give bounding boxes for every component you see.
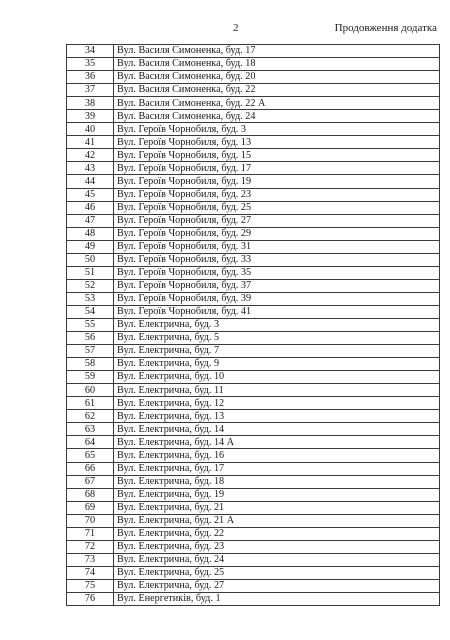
row-number: 52: [67, 279, 114, 292]
row-address: Вул. Електрична, буд. 27: [114, 579, 440, 592]
row-address: Вул. Василя Симоненка, буд. 22: [114, 84, 440, 97]
table-row: [67, 279, 440, 292]
row-number: 71: [67, 527, 114, 540]
row-number: 55: [67, 318, 114, 331]
row-number: 54: [67, 305, 114, 318]
table-row: [67, 58, 440, 71]
row-address: Вул. Василя Симоненка, буд. 22 А: [114, 97, 440, 110]
table-row: [67, 214, 440, 227]
row-address: Вул. Електрична, буд. 14 А: [114, 436, 440, 449]
row-number: 63: [67, 423, 114, 436]
row-number: 60: [67, 384, 114, 397]
table-row: [67, 305, 440, 318]
table-row: [67, 345, 440, 358]
table-row: [67, 566, 440, 579]
row-address: Вул. Електрична, буд. 19: [114, 488, 440, 501]
row-address: Вул. Електрична, буд. 18: [114, 475, 440, 488]
row-address: Вул. Героїв Чорнобиля, буд. 37: [114, 279, 440, 292]
table-row: [67, 579, 440, 592]
table-row: [67, 501, 440, 514]
table-row: [67, 201, 440, 214]
row-number: 58: [67, 358, 114, 371]
row-address: Вул. Електрична, буд. 17: [114, 462, 440, 475]
row-address: Вул. Василя Симоненка, буд. 17: [114, 45, 440, 58]
row-number: 72: [67, 540, 114, 553]
row-address: Вул. Героїв Чорнобиля, буд. 39: [114, 292, 440, 305]
row-address: Вул. Героїв Чорнобиля, буд. 17: [114, 162, 440, 175]
row-number: 56: [67, 332, 114, 345]
table-row: [67, 71, 440, 84]
row-address: Вул. Героїв Чорнобиля, буд. 3: [114, 123, 440, 136]
table-row: [67, 318, 440, 331]
row-number: 47: [67, 214, 114, 227]
row-number: 67: [67, 475, 114, 488]
table-row: [67, 84, 440, 97]
table-row: [67, 240, 440, 253]
row-address: Вул. Електрична, буд. 13: [114, 410, 440, 423]
row-number: 74: [67, 566, 114, 579]
row-number: 37: [67, 84, 114, 97]
row-address: Вул. Електрична, буд. 24: [114, 553, 440, 566]
row-address: Вул. Електрична, буд. 12: [114, 397, 440, 410]
table-row: [67, 514, 440, 527]
row-number: 73: [67, 553, 114, 566]
row-address: Вул. Героїв Чорнобиля, буд. 25: [114, 201, 440, 214]
table-row: [67, 410, 440, 423]
row-address: Вул. Героїв Чорнобиля, буд. 19: [114, 175, 440, 188]
row-number: 34: [67, 45, 114, 58]
table-row: [67, 266, 440, 279]
row-number: 59: [67, 371, 114, 384]
row-number: 42: [67, 149, 114, 162]
row-address: Вул. Електрична, буд. 3: [114, 318, 440, 331]
table-row: [67, 97, 440, 110]
row-address: Вул. Героїв Чорнобиля, буд. 23: [114, 188, 440, 201]
row-address: Вул. Електрична, буд. 9: [114, 358, 440, 371]
row-number: 44: [67, 175, 114, 188]
row-number: 48: [67, 227, 114, 240]
table-row: [67, 136, 440, 149]
row-number: 65: [67, 449, 114, 462]
row-number: 46: [67, 201, 114, 214]
table-row: [67, 540, 440, 553]
row-number: 64: [67, 436, 114, 449]
table-row: [67, 332, 440, 345]
table-row: [67, 384, 440, 397]
table-row: [67, 449, 440, 462]
row-number: 53: [67, 292, 114, 305]
table-row: [67, 292, 440, 305]
row-number: 51: [67, 266, 114, 279]
row-address: Вул. Електрична, буд. 16: [114, 449, 440, 462]
row-number: 69: [67, 501, 114, 514]
row-number: 68: [67, 488, 114, 501]
address-table-body: [67, 45, 440, 606]
table-row: [67, 592, 440, 605]
table-row: [67, 488, 440, 501]
row-address: Вул. Героїв Чорнобиля, буд. 33: [114, 253, 440, 266]
row-number: 66: [67, 462, 114, 475]
row-address: Вул. Енергетиків, буд. 1: [114, 592, 440, 605]
table-row: [67, 110, 440, 123]
row-address: Вул. Героїв Чорнобиля, буд. 15: [114, 149, 440, 162]
row-address: Вул. Героїв Чорнобиля, буд. 35: [114, 266, 440, 279]
table-row: [67, 162, 440, 175]
table-row: [67, 397, 440, 410]
table-row: [67, 475, 440, 488]
row-address: Вул. Героїв Чорнобиля, буд. 31: [114, 240, 440, 253]
table-row: [67, 423, 440, 436]
table-row: [67, 253, 440, 266]
table-row: [67, 462, 440, 475]
row-address: Вул. Електрична, буд. 14: [114, 423, 440, 436]
row-address: Вул. Електрична, буд. 23: [114, 540, 440, 553]
table-row: [67, 45, 440, 58]
row-address: Вул. Василя Симоненка, буд. 24: [114, 110, 440, 123]
table-row: [67, 188, 440, 201]
row-number: 35: [67, 58, 114, 71]
row-number: 41: [67, 136, 114, 149]
row-number: 39: [67, 110, 114, 123]
row-address: Вул. Електрична, буд. 25: [114, 566, 440, 579]
row-address: Вул. Електрична, буд. 11: [114, 384, 440, 397]
table-row: [67, 553, 440, 566]
table-row: [67, 175, 440, 188]
table-row: [67, 358, 440, 371]
table-row: [67, 436, 440, 449]
row-address: Вул. Героїв Чорнобиля, буд. 29: [114, 227, 440, 240]
row-address: Вул. Електрична, буд. 22: [114, 527, 440, 540]
row-number: 43: [67, 162, 114, 175]
row-address: Вул. Героїв Чорнобиля, буд. 41: [114, 305, 440, 318]
table-row: [67, 227, 440, 240]
table-row: [67, 149, 440, 162]
table-row: [67, 527, 440, 540]
row-address: Вул. Героїв Чорнобиля, буд. 13: [114, 136, 440, 149]
continuation-label: Продовження додатка: [334, 22, 437, 34]
row-number: 57: [67, 345, 114, 358]
row-address: Вул. Електрична, буд. 7: [114, 345, 440, 358]
row-number: 70: [67, 514, 114, 527]
row-number: 45: [67, 188, 114, 201]
page-number: 2: [233, 22, 239, 34]
row-number: 49: [67, 240, 114, 253]
row-number: 38: [67, 97, 114, 110]
row-number: 61: [67, 397, 114, 410]
row-address: Вул. Електрична, буд. 5: [114, 332, 440, 345]
row-address: Вул. Електрична, буд. 21 А: [114, 514, 440, 527]
row-address: Вул. Василя Симоненка, буд. 18: [114, 58, 440, 71]
row-address: Вул. Електрична, буд. 21: [114, 501, 440, 514]
table-row: [67, 371, 440, 384]
row-number: 50: [67, 253, 114, 266]
table-row: [67, 123, 440, 136]
address-table: [66, 44, 440, 606]
row-number: 76: [67, 592, 114, 605]
row-address: Вул. Електрична, буд. 10: [114, 371, 440, 384]
row-number: 75: [67, 579, 114, 592]
row-address: Вул. Василя Симоненка, буд. 20: [114, 71, 440, 84]
row-number: 40: [67, 123, 114, 136]
row-number: 36: [67, 71, 114, 84]
row-address: Вул. Героїв Чорнобиля, буд. 27: [114, 214, 440, 227]
row-number: 62: [67, 410, 114, 423]
